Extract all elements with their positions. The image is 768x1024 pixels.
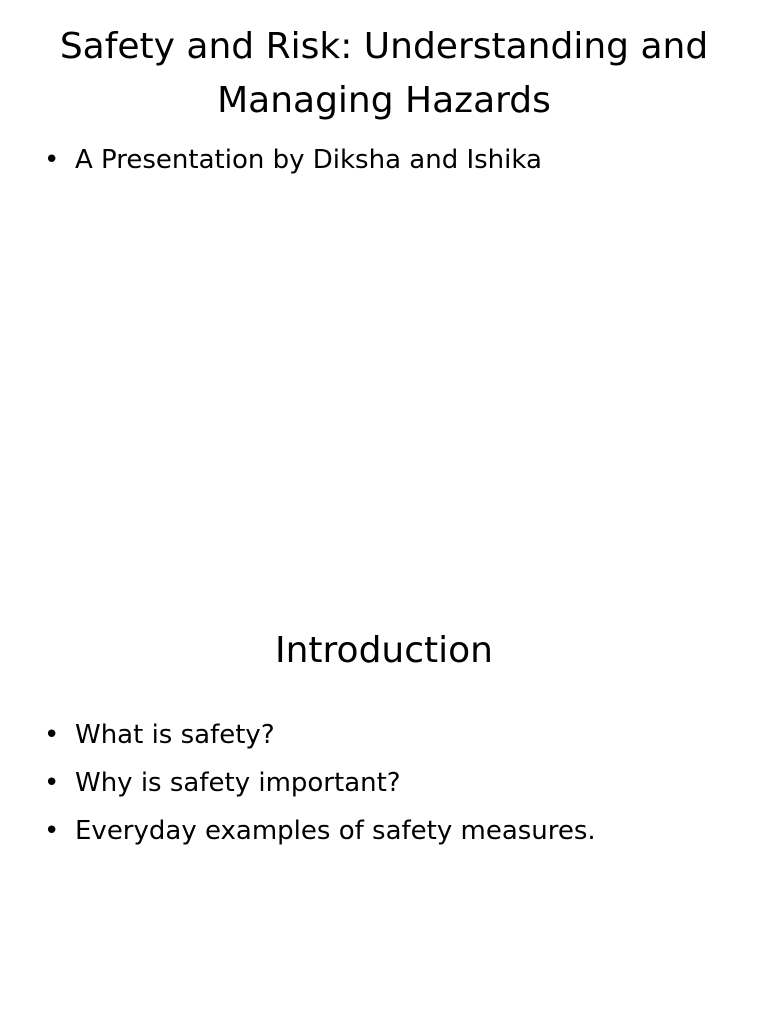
bullet-dot-icon: • [44,768,60,798]
bullet-item [44,715,734,755]
bullet-item [44,811,734,851]
bullet-item [44,763,734,803]
bullet-list [44,715,734,859]
slide-title: Introduction [274,630,493,671]
bullet-text: What is safety? [75,720,275,750]
bullet-text: A Presentation by Diksha and Ishika [75,145,542,175]
bullet-list [44,140,734,188]
bullet-dot-icon: • [44,720,60,750]
bullet-text: Why is safety important? [75,768,401,798]
slide-title: Safety and Risk: Understanding and Managing Hazards [59,26,709,121]
bullet-item [44,140,734,180]
bullet-dot-icon: • [44,816,60,846]
slide-introduction [0,576,768,1024]
bullet-text: Everyday examples of safety measures. [75,816,596,846]
bullet-dot-icon: • [44,145,60,175]
